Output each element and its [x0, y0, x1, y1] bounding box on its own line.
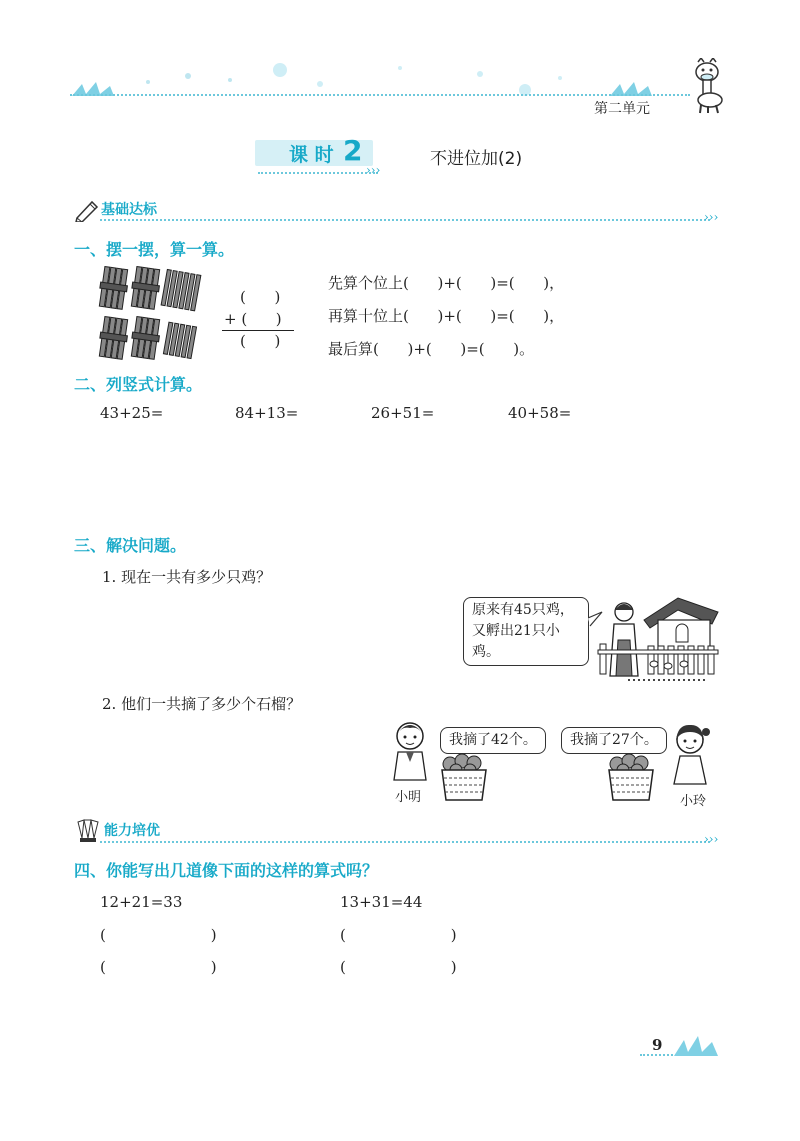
q3-problem-2: 2. 他们一共摘了多少个石榴？ [102, 695, 302, 713]
vertical-rule [222, 330, 294, 331]
giraffe-mascot-icon [688, 58, 728, 114]
chicken-bubble-line-1: 原来有45只鸡， [472, 602, 574, 618]
chicken-speech-bubble [463, 597, 589, 666]
lesson-underline-arrows: ››› [366, 163, 381, 177]
q4-blank-4[interactable]: ( ) [340, 958, 457, 976]
header-rule [70, 94, 690, 96]
lesson-number: 2 [343, 134, 363, 167]
section-advanced-arrows: ››› [704, 832, 719, 846]
footer-wave-graphic [672, 1030, 722, 1058]
lesson-title: 不进位加(2) [430, 149, 523, 169]
q2-item-2[interactable]: 84+13= [235, 404, 299, 422]
q2-item-1[interactable]: 43+25= [100, 404, 164, 422]
q2-item-4[interactable]: 40+58= [508, 404, 572, 422]
q1-line-ones[interactable]: 先算个位上( )+( )=( )， [328, 274, 565, 292]
q4-example-1: 12+21=33 [100, 893, 183, 911]
page-number: 9 [652, 1036, 663, 1054]
section-basic-rule [100, 219, 710, 221]
q3-title: 三、解决问题。 [74, 536, 187, 555]
section-basic-label: 基础达标 [101, 202, 157, 218]
q4-example-2: 13+31=44 [340, 893, 423, 911]
q3-problem-1: 1. 现在一共有多少只鸡？ [102, 568, 272, 586]
vertical-top[interactable]: ( ) [240, 288, 281, 306]
q1-line-tens[interactable]: 再算十位上( )+( )=( )， [328, 307, 565, 325]
q2-title: 二、列竖式计算。 [74, 375, 203, 394]
q4-title: 四、你能写出几道像下面的这样的算式吗？ [74, 861, 379, 880]
vertical-mid[interactable]: + ( ) [224, 310, 282, 328]
section-basic-arrows: ››› [704, 210, 719, 224]
boy-basket-icon [438, 750, 490, 802]
farm-illustration [588, 590, 722, 686]
girl-avatar [668, 722, 714, 788]
boy-avatar [388, 718, 432, 784]
q1-line-final[interactable]: 最后算( )+( )=( )。 [328, 340, 535, 358]
unit-label: 第二单元 [594, 101, 650, 117]
q4-blank-1[interactable]: ( ) [100, 926, 217, 944]
lesson-prefix: 课 时 [289, 144, 334, 166]
section-advanced-label: 能力培优 [104, 823, 160, 839]
q1-title: 一、摆一摆，算一算。 [74, 240, 235, 259]
boy-name: 小明 [395, 790, 422, 805]
vertical-bottom[interactable]: ( ) [240, 332, 281, 350]
q4-blank-3[interactable]: ( ) [100, 958, 217, 976]
boy-speech-bubble: 我摘了42个。 [440, 727, 546, 754]
pencil-icon [74, 198, 100, 222]
section-advanced-rule [100, 841, 710, 843]
stick-bundles-graphic [98, 266, 208, 362]
girl-name: 小玲 [680, 794, 707, 809]
girl-speech-bubble: 我摘了27个。 [561, 727, 667, 754]
girl-basket-icon [605, 750, 657, 802]
q4-blank-2[interactable]: ( ) [340, 926, 457, 944]
lesson-underline [258, 172, 378, 174]
trophy-icon [74, 818, 102, 844]
q2-item-3[interactable]: 26+51= [371, 404, 435, 422]
chicken-bubble-line-2: 又孵出21只小鸡。 [472, 623, 560, 660]
